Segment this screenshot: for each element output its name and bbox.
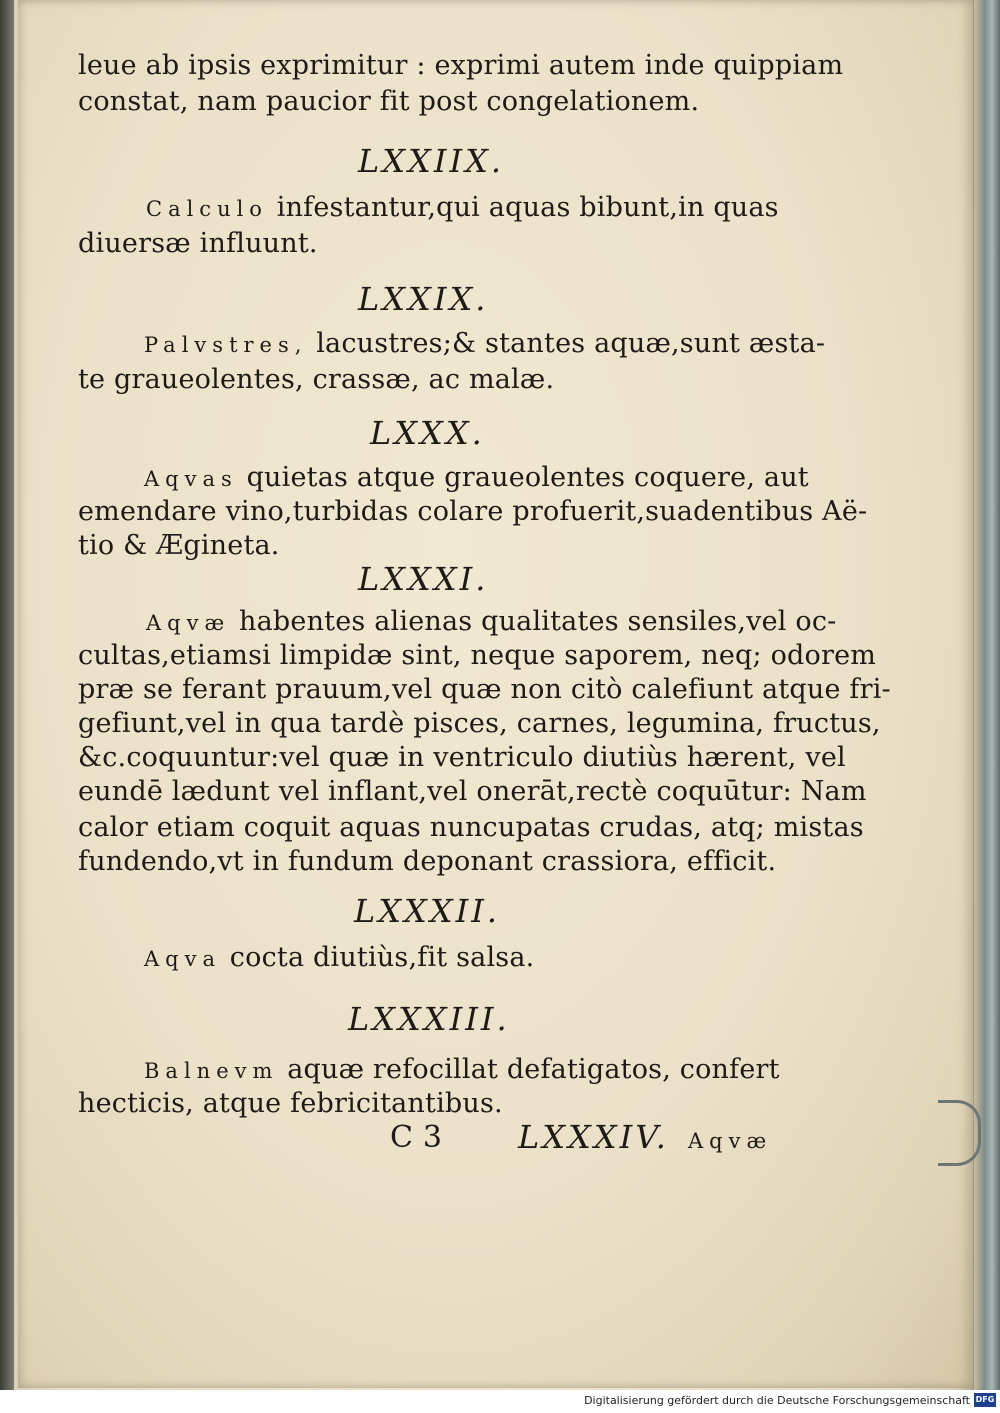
text-line: tio & Ægineta.	[78, 530, 280, 561]
text-line: fundendo,vt in fundum deponant crassiora, efficit.	[78, 846, 777, 877]
initial-word: Aqvas	[144, 467, 238, 491]
initial-word: Balnevm	[144, 1059, 279, 1083]
text-line: præ se ferant prauum,vel quæ non citò calefiunt atque fri-	[78, 674, 891, 705]
text-span: habentes alienas qualitates sensiles,vel oc-	[239, 606, 837, 637]
text-span: aquæ refocillat defatigatos, confert	[287, 1054, 780, 1085]
text-line: calor etiam coquit aquas nuncupatas crudas, atq; mistas	[78, 812, 864, 843]
ribbon-loop	[938, 1100, 981, 1166]
text-line: gefiunt,vel in qua tardè pisces, carnes, legumina, fructus,	[78, 708, 881, 739]
text-line: eundē lædunt vel inflant,vel onerāt,rectè coquūtur: Nam	[78, 776, 867, 807]
section-heading: LXXXI.	[358, 560, 489, 598]
dfg-logo-icon: DFG	[974, 1393, 996, 1407]
text-line: hecticis, atque febricitantibus.	[78, 1088, 503, 1119]
text-span: infestantur,qui aquas bibunt,in quas	[276, 192, 779, 223]
text-line: te graueolentes, crassæ, ac malæ.	[78, 364, 555, 395]
text-line: emendare vino,turbidas colare profuerit,suadentibus Aë-	[78, 496, 868, 527]
text-line: cultas,etiamsi limpidæ sint, neque saporem, neq; odorem	[78, 640, 877, 671]
initial-word: Palvstres,	[144, 333, 308, 357]
book-spine	[0, 0, 14, 1390]
page-edge	[974, 0, 1000, 1390]
digitization-footer	[0, 1390, 1000, 1413]
section-heading: LXXX.	[370, 414, 485, 452]
credit-text: Digitalisierung gefördert durch die Deutsche Forschungsgemeinschaft	[584, 1394, 970, 1407]
section-heading: LXXIX.	[358, 280, 489, 318]
text-line: &c.coquuntur:vel quæ in ventriculo diutiùs hærent, vel	[78, 742, 846, 773]
section-heading: LXXXIII.	[348, 1000, 510, 1038]
paragraph-line	[144, 942, 534, 973]
signature-mark: C 3	[390, 1120, 443, 1155]
paragraph-line	[144, 1054, 780, 1085]
initial-word: Aqva	[144, 947, 221, 971]
paragraph-line	[144, 328, 825, 359]
catchword	[688, 1124, 772, 1155]
paragraph-line	[146, 606, 836, 637]
catchword-initial: Aqvæ	[688, 1129, 773, 1153]
initial-word: Aqvæ	[146, 611, 231, 635]
text-span: quietas atque graueolentes coquere, aut	[246, 462, 809, 493]
text-line: constat, nam paucior fit post congelationem.	[78, 86, 700, 117]
text-line: diuersæ influunt.	[78, 228, 318, 259]
section-heading: LXXIIX.	[358, 142, 505, 180]
paragraph-line	[146, 192, 779, 223]
text-line: leue ab ipsis exprimitur : exprimi autem inde quippiam	[78, 50, 844, 81]
catchword-heading: LXXXIV.	[518, 1118, 669, 1156]
text-span: lacustres;& stantes aquæ,sunt æsta-	[316, 328, 826, 359]
initial-word: Calculo	[146, 197, 268, 221]
paragraph-line	[144, 462, 809, 493]
text-span: cocta diutiùs,fit salsa.	[229, 942, 535, 973]
section-heading: LXXXII.	[354, 892, 501, 930]
